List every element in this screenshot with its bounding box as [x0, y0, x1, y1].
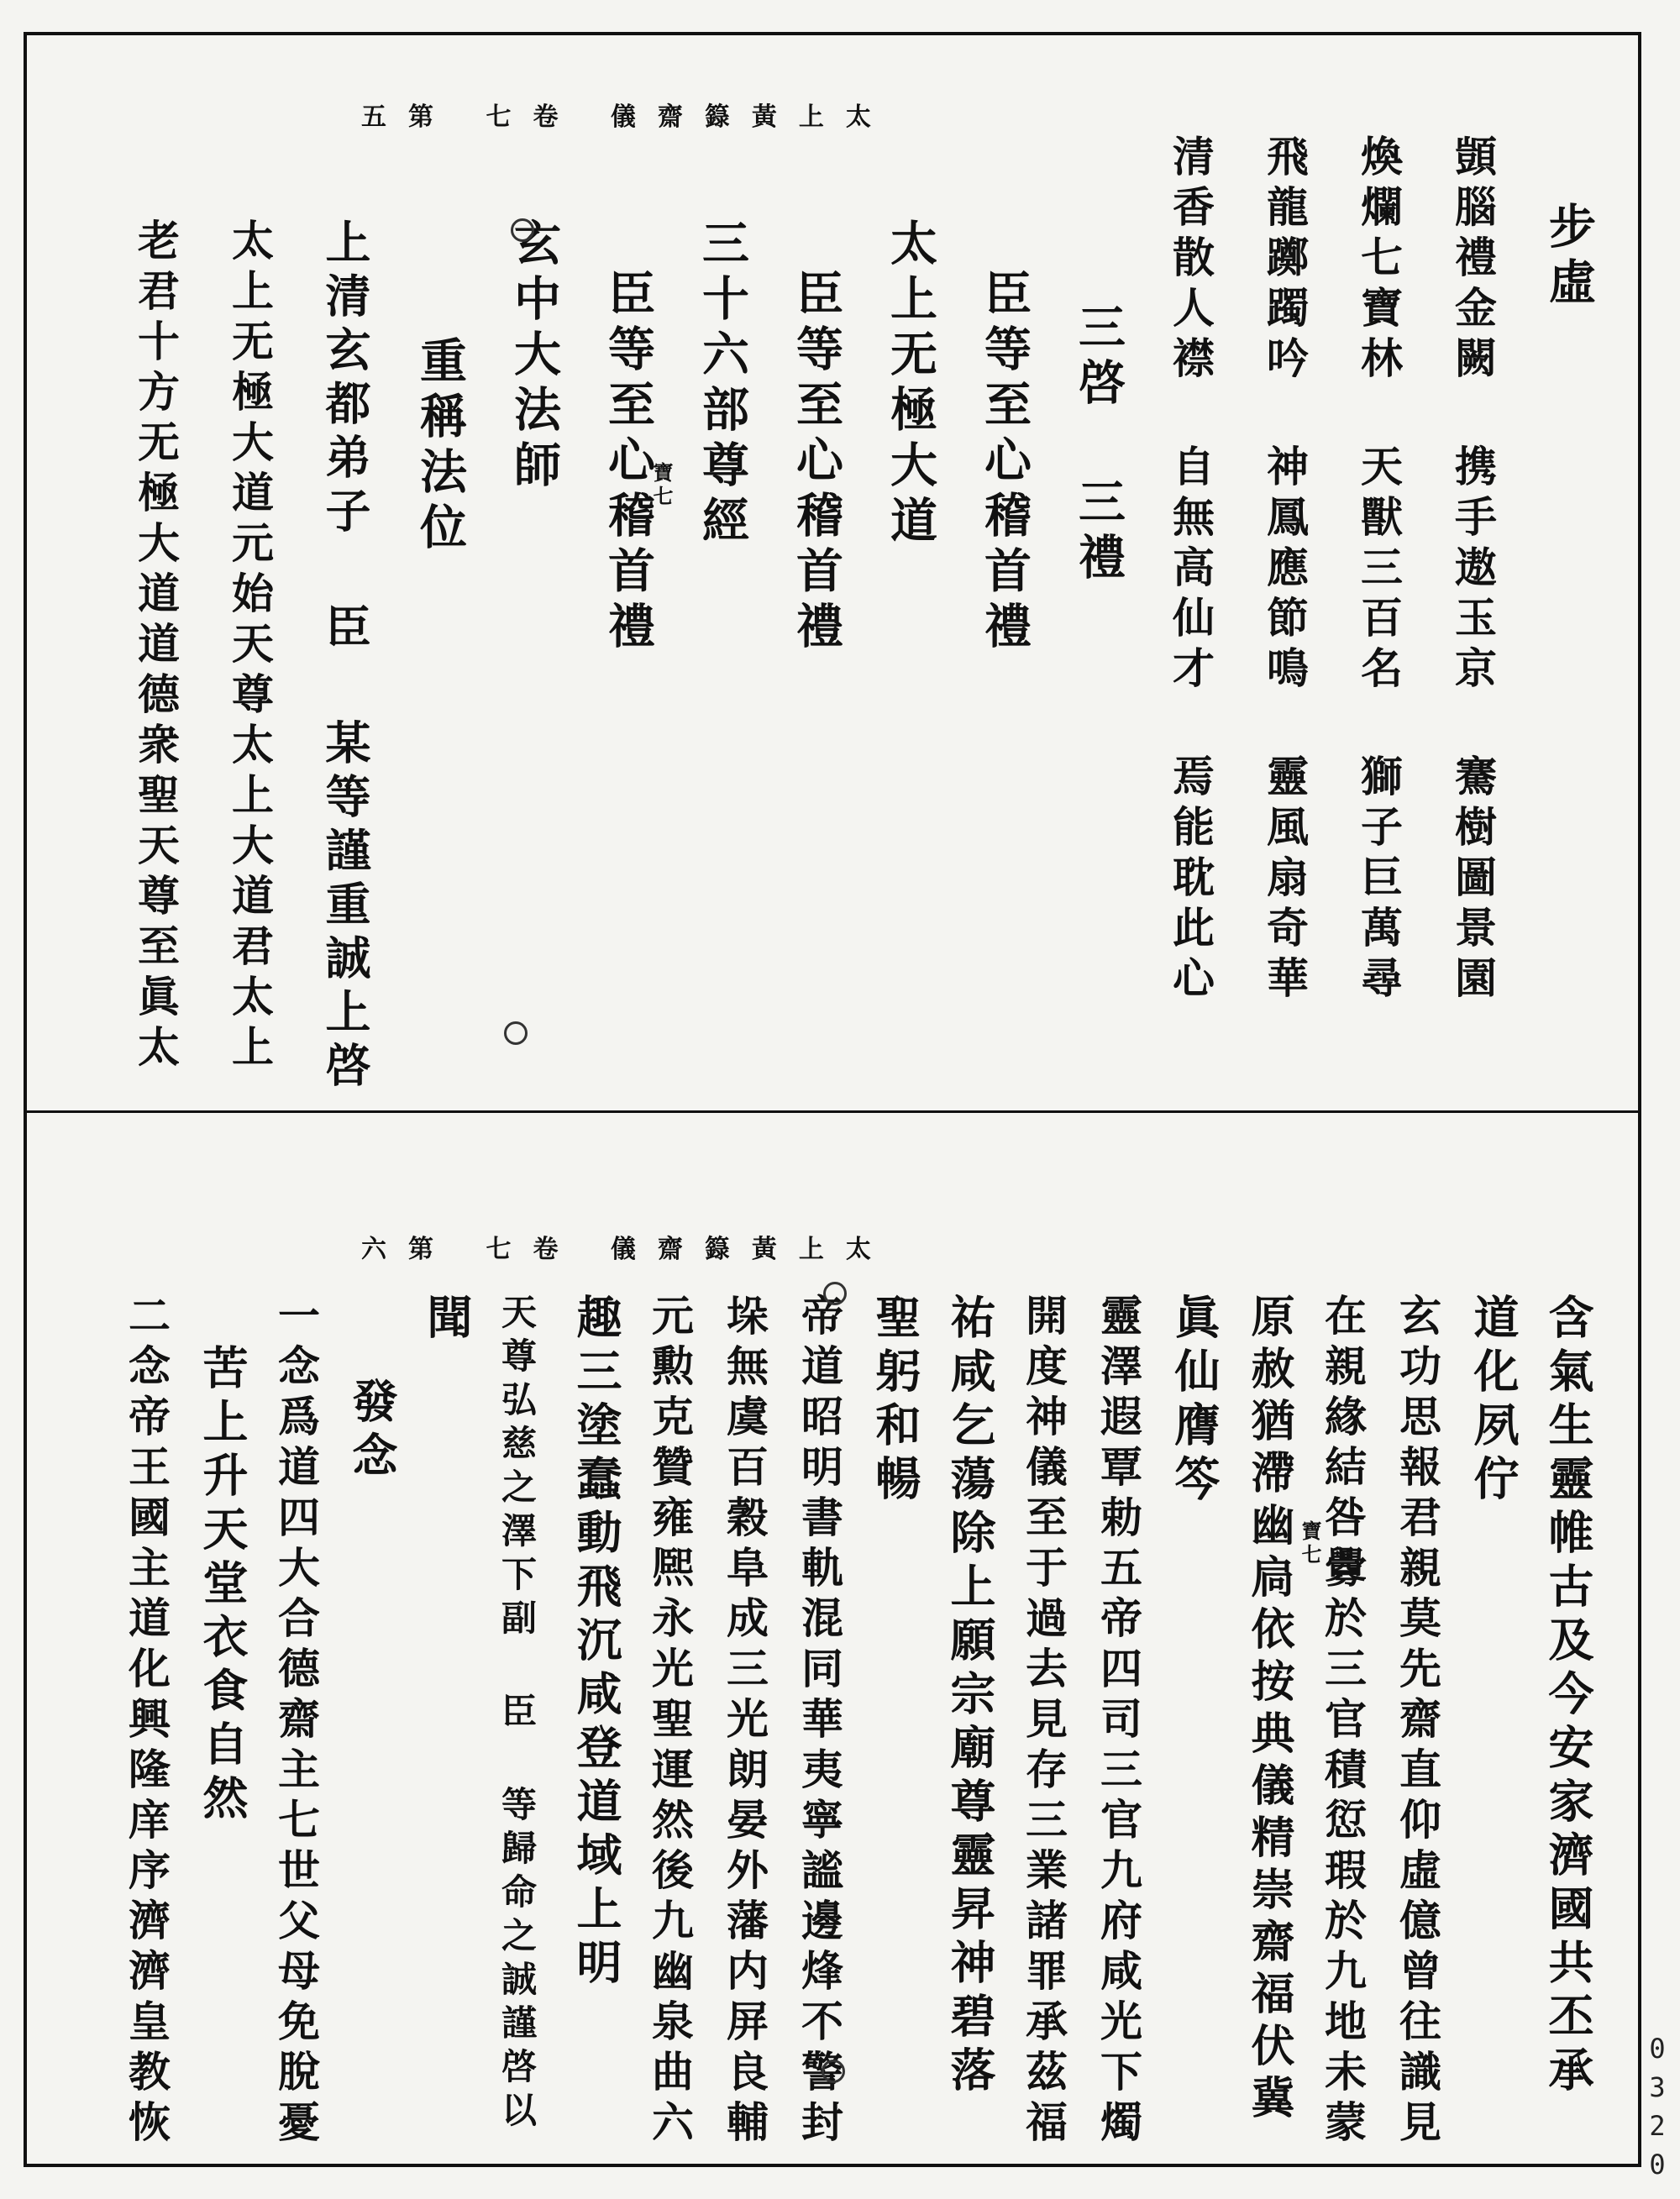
bottom-col-6: 眞仙膺笒: [1168, 1294, 1221, 1509]
page-number: 0320: [1641, 2033, 1673, 2187]
top-col-5: 清香散人襟 自無高仙才 焉能耽此心: [1166, 134, 1215, 1006]
top-col-9: 臣等至心稽首禮: [789, 269, 844, 657]
top-col-8: 太上无極大道: [883, 218, 938, 551]
top-col-15: 太上无極大道元始天尊太上大道君太上: [225, 218, 275, 1075]
top-col-1: 步虛: [1541, 202, 1597, 312]
bottom-col-19: 苦上升天堂衣食自然: [196, 1344, 249, 1828]
bottom-col-9: 祐咸乞蕩除上願宗廟尊靈昇神碧落: [943, 1294, 997, 2100]
circle-mark: [823, 1282, 847, 1305]
bottom-col-14: 趣三塗蠢動飛沉咸登道域上明: [570, 1294, 623, 1992]
top-col-12: 玄中大法師: [507, 218, 562, 496]
bottom-col-20: 二念帝王國主道化興隆庠序濟濟皇教恢: [122, 1294, 171, 2150]
top-col-2: 顗腦禮金闕 携手遨玉京 騫樹圖景園: [1448, 134, 1498, 1006]
circle-mark: [511, 218, 534, 242]
bottom-col-17: 發念: [345, 1378, 399, 1485]
top-col-13: 重稱法位: [412, 336, 468, 558]
top-col-11: 臣等至心稽首禮: [601, 269, 656, 657]
top-col-3: 煥爛七寶林 天獸三百名 獅子巨萬尋: [1354, 134, 1404, 1006]
circle-mark: [822, 2060, 845, 2083]
bottom-col-3: 玄功思報君親莫先齋直仰虛億曾往識見: [1393, 1294, 1442, 2150]
bottom-col-11: 帝道昭明書軌混同華夷寧謐邊烽不警封: [795, 1294, 844, 2150]
bottom-col-8: 開度神儀至于過去見存三業諸罪承茲福: [1019, 1294, 1068, 2150]
bottom-col-7: 靈澤遐覃勅五帝四司三官九府咸光下燭: [1094, 1294, 1143, 2150]
bottom-col-12: 垛無虞百穀阜成三光朗晏外藩内屏良輔: [720, 1294, 769, 2150]
bottom-running-header: 太上黃籙齋儀 卷七 第六: [361, 1235, 893, 1264]
top-col-14: 上清玄都弟子 臣 某等謹重誠上啓: [318, 218, 372, 1095]
circle-mark: [504, 1021, 528, 1045]
bottom-col-18: 一念爲道四大合德齋主七世父母免脫憂: [271, 1294, 321, 2150]
bottom-col-15: 天尊弘慈之澤下副 臣 等歸命之誠謹啓以: [496, 1294, 538, 2135]
top-note-1: 寶七: [649, 462, 674, 509]
bottom-col-10: 聖躬和暢: [869, 1294, 922, 1509]
top-col-4: 飛龍躑躅吟 神鳳應節鳴 靈風扇奇華: [1260, 134, 1310, 1006]
top-col-6: 三啓 三禮: [1071, 302, 1126, 588]
bottom-col-1: 含氣生靈帷古及今安家濟國共丕承: [1541, 1294, 1595, 2100]
top-col-7: 臣等至心稽首禮: [977, 269, 1032, 657]
bottom-col-5: 原赦猶滯幽扃依按典儀精崇齋福伏冀: [1243, 1294, 1294, 2127]
bottom-col-16: 聞: [420, 1294, 474, 1347]
half-divider: [24, 1110, 1641, 1113]
bottom-col-13: 元勲克贊雍熈永光聖運然後九幽泉曲六: [645, 1294, 695, 2150]
top-col-16: 老君十方无極大道道德衆聖天尊至眞太: [131, 218, 181, 1075]
bottom-col-2: 道化夙佇: [1467, 1294, 1520, 1509]
top-col-10: 三十六部尊經: [695, 218, 750, 551]
top-running-header: 太上黃籙齋儀 卷七 第五: [361, 102, 893, 132]
bottom-note-1: 寶七: [1298, 1520, 1322, 1567]
bottom-col-4: 在親緣結咎釁於三官積愆瑕於九地未蒙: [1318, 1294, 1368, 2150]
